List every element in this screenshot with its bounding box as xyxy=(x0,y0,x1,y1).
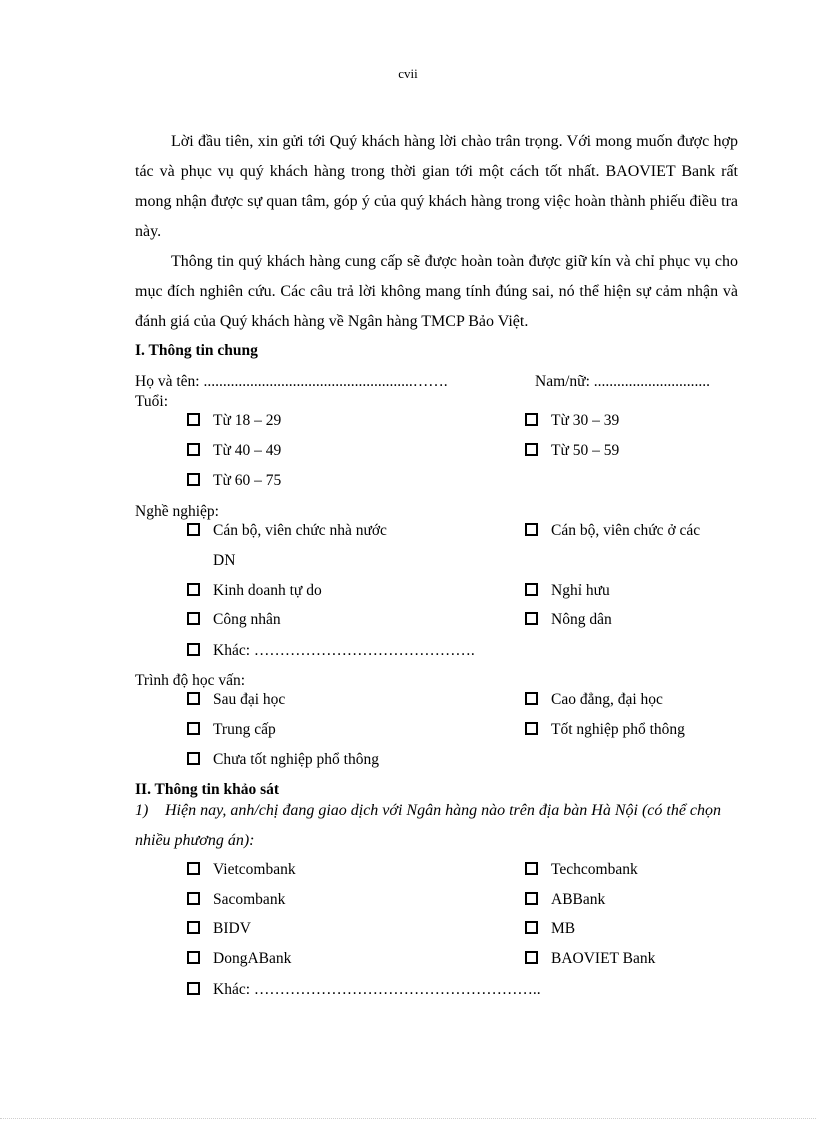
bank-option-techcombank[interactable]: Techcombank xyxy=(525,855,638,885)
intro-paragraph-1: Lời đầu tiên, xin gửi tới Quý khách hàng lời chào trân trọng. Với mong muốn được hợp tác và phục vụ quý khách hàng trong thời gian tới một cách tốt nhất. BAOVIET Bank rất mong nhận được sự quan tâm, góp ý của quý khách hàng trong việc hoàn thành phiếu điều tra này. xyxy=(135,133,738,240)
education-label: Trình độ học vấn: xyxy=(135,672,246,689)
job-option-other[interactable]: Khác: ……………………………………. xyxy=(187,636,475,666)
age-label: Tuổi: xyxy=(135,393,169,410)
checkbox-icon[interactable] xyxy=(525,722,538,735)
age-option-40-49[interactable]: Từ 40 – 49 xyxy=(187,436,281,466)
question-1 xyxy=(135,796,740,856)
job-option-worker[interactable]: Công nhân xyxy=(187,605,281,635)
age-option-18-29[interactable]: Từ 18 – 29 xyxy=(187,406,281,436)
name-label: Họ và tên: xyxy=(135,373,204,390)
checkbox-icon[interactable] xyxy=(187,413,200,426)
job-option-continuation: DN xyxy=(213,552,236,569)
checkbox-icon[interactable] xyxy=(187,862,200,875)
job-option-civil-servant[interactable]: Cán bộ, viên chức nhà nước xyxy=(187,516,387,546)
section-2-title: II. Thông tin khảo sát xyxy=(135,781,280,798)
section-1-title: I. Thông tin chung xyxy=(135,342,258,359)
checkbox-icon[interactable] xyxy=(525,523,538,536)
edu-option-postgraduate[interactable]: Sau đại học xyxy=(187,685,285,715)
checkbox-icon[interactable] xyxy=(187,473,200,486)
checkbox-icon[interactable] xyxy=(187,921,200,934)
checkbox-icon[interactable] xyxy=(525,583,538,596)
checkbox-icon[interactable] xyxy=(187,583,200,596)
age-option-60-75[interactable]: Từ 60 – 75 xyxy=(187,466,281,496)
checkbox-icon[interactable] xyxy=(187,523,200,536)
checkbox-icon[interactable] xyxy=(525,921,538,934)
bank-option-dongabank[interactable]: DongABank xyxy=(187,944,291,974)
page-bottom-divider xyxy=(0,1118,816,1119)
edu-option-high-school[interactable]: Tốt nghiệp phổ thông xyxy=(525,715,685,745)
bank-option-abbank[interactable]: ABBank xyxy=(525,885,605,915)
job-option-business[interactable]: Kinh doanh tự do xyxy=(187,576,322,606)
edu-option-college[interactable]: Cao đẳng, đại học xyxy=(525,685,663,715)
page-number: cvii xyxy=(398,66,418,81)
checkbox-icon[interactable] xyxy=(187,722,200,735)
checkbox-icon[interactable] xyxy=(187,443,200,456)
question-1-number: 1) xyxy=(135,802,149,819)
checkbox-icon[interactable] xyxy=(187,752,200,765)
checkbox-icon[interactable] xyxy=(525,443,538,456)
job-option-farmer[interactable]: Nông dân xyxy=(525,605,612,635)
question-1-text: Hiện nay, anh/chị đang giao dịch với Ngân hàng nào trên địa bàn Hà Nội (có thể chọn nhiều phương án): xyxy=(135,802,722,849)
gender-field[interactable]: .............................. xyxy=(593,373,711,390)
checkbox-icon[interactable] xyxy=(187,892,200,905)
age-option-30-39[interactable]: Từ 30 – 39 xyxy=(525,406,619,436)
checkbox-icon[interactable] xyxy=(525,612,538,625)
checkbox-icon[interactable] xyxy=(525,892,538,905)
bank-option-vietcombank[interactable]: Vietcombank xyxy=(187,855,296,885)
checkbox-icon[interactable] xyxy=(187,982,200,995)
edu-option-below-high-school[interactable]: Chưa tốt nghiệp phổ thông xyxy=(187,745,379,775)
name-row xyxy=(135,373,448,391)
intro-paragraph-2: Thông tin quý khách hàng cung cấp sẽ được hoàn toàn được giữ kín và chỉ phục vụ cho mục đích nghiên cứu. Các câu trả lời không mang tính đúng sai, nó thể hiện sự cảm nhận và đánh giá của Quý khách hàng về Ngân hàng TMCP Bảo Việt. xyxy=(135,253,738,330)
checkbox-icon[interactable] xyxy=(187,692,200,705)
gender-label: Nam/nữ: xyxy=(535,373,594,390)
bank-option-sacombank[interactable]: Sacombank xyxy=(187,885,285,915)
checkbox-icon[interactable] xyxy=(525,862,538,875)
checkbox-icon[interactable] xyxy=(187,612,200,625)
job-option-enterprise-staff[interactable]: Cán bộ, viên chức ở các xyxy=(525,516,700,546)
checkbox-icon[interactable] xyxy=(187,643,200,656)
bank-option-bidv[interactable]: BIDV xyxy=(187,914,251,944)
checkbox-icon[interactable] xyxy=(525,413,538,426)
bank-option-baoviet-bank[interactable]: BAOVIET Bank xyxy=(525,944,655,974)
gender-row xyxy=(535,373,710,391)
checkbox-icon[interactable] xyxy=(187,951,200,964)
job-label: Nghề nghiệp: xyxy=(135,503,219,520)
edu-option-intermediate[interactable]: Trung cấp xyxy=(187,715,276,745)
bank-option-mb[interactable]: MB xyxy=(525,914,575,944)
checkbox-icon[interactable] xyxy=(525,692,538,705)
name-field[interactable]: ......................................................……. xyxy=(203,373,448,390)
checkbox-icon[interactable] xyxy=(525,951,538,964)
age-option-50-59[interactable]: Từ 50 – 59 xyxy=(525,436,619,466)
bank-option-other[interactable]: Khác: ……………………………………………….. xyxy=(187,975,541,1005)
job-option-retired[interactable]: Nghỉ hưu xyxy=(525,576,610,606)
